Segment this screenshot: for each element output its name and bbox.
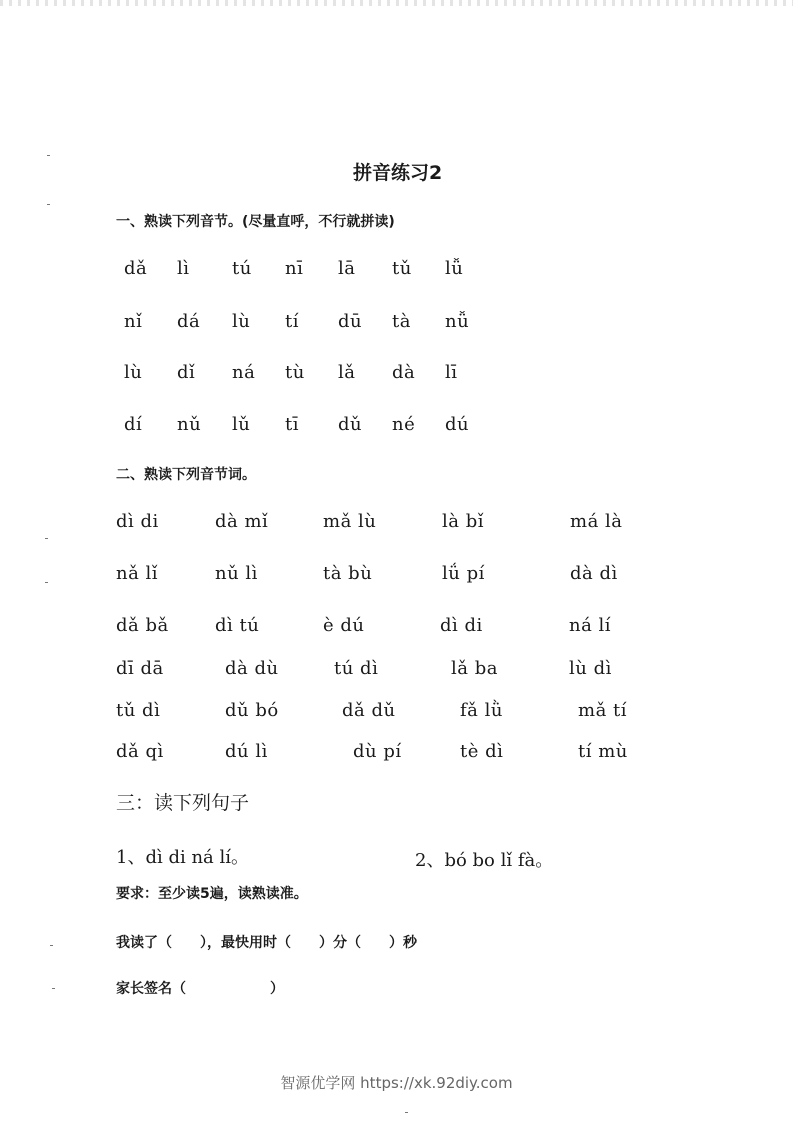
syllable-word: ná lí: [569, 615, 612, 636]
syllable-word: lǘ pí: [442, 563, 485, 584]
page-title: 拼音练习2: [353, 162, 443, 184]
syllable-word: tè dì: [460, 741, 504, 762]
syllable: né: [392, 414, 416, 435]
syllable: lī: [445, 362, 458, 383]
scan-speck: [50, 945, 53, 946]
syllable-word: nǔ lì: [215, 563, 258, 584]
syllable-word: dī dā: [116, 658, 164, 679]
syllable: dí: [124, 414, 143, 435]
scan-speck: [45, 582, 48, 583]
syllable: nǔ: [177, 414, 202, 435]
syllable: tí: [285, 311, 299, 332]
sentence-2: 2、bó bo lǐ fà。: [415, 850, 554, 871]
scan-speck: [52, 988, 55, 989]
scan-speck: [47, 204, 50, 205]
syllable-word: dà dì: [570, 563, 618, 584]
syllable: lù: [232, 311, 251, 332]
syllable-word: dì di: [116, 511, 159, 532]
syllable-word: è dú: [323, 615, 365, 636]
syllable-word: tǔ dì: [116, 700, 161, 721]
syllable: dá: [177, 311, 201, 332]
syllable: nī: [285, 258, 304, 279]
syllable: lù: [124, 362, 143, 383]
section2-heading: 二、熟读下列音节词。: [116, 467, 256, 483]
parent-signature-line: 家长签名（ ）: [116, 981, 284, 997]
footer-watermark: 智源优学网 https://xk.92diy.com: [280, 1074, 513, 1092]
syllable: tà: [392, 311, 411, 332]
scan-speck: [47, 155, 50, 156]
syllable-word: dù pí: [353, 741, 402, 762]
syllable: lā: [338, 258, 356, 279]
section1-heading: 一、熟读下列音节。(尽量直呼，不行就拼读): [116, 214, 395, 230]
syllable-word: dǎ qì: [116, 741, 164, 762]
syllable-word: mǎ lù: [323, 511, 377, 532]
syllable-word: dú lì: [225, 741, 268, 762]
syllable-word: dǎ dǔ: [342, 700, 396, 721]
scan-speck: [405, 1112, 408, 1113]
syllable: lǔ: [232, 414, 251, 435]
syllable-word: má là: [570, 511, 623, 532]
syllable: tú: [232, 258, 252, 279]
syllable: tù: [285, 362, 305, 383]
syllable-word: là bǐ: [442, 511, 484, 532]
syllable-word: dì tú: [215, 615, 260, 636]
syllable-word: dà dù: [225, 658, 279, 679]
syllable-word: tú dì: [334, 658, 379, 679]
requirement-text: 要求：至少读5遍，读熟读准。: [116, 886, 308, 902]
section3-heading: 三：读下列句子: [116, 792, 250, 814]
syllable: lǎ: [338, 362, 356, 383]
syllable: tǔ: [392, 258, 412, 279]
syllable: dú: [445, 414, 470, 435]
syllable-word: mǎ tí: [578, 700, 628, 721]
syllable: lǚ: [445, 258, 464, 279]
syllable-word: dǎ bǎ: [116, 615, 169, 636]
reading-record-line: 我读了（ ），最快用时（ ）分（ ）秒: [116, 935, 417, 951]
syllable: tī: [285, 414, 299, 435]
syllable-word: fǎ lǜ: [460, 700, 503, 721]
syllable-word: dì di: [440, 615, 483, 636]
syllable: nǚ: [445, 311, 470, 332]
syllable-word: tí mù: [578, 741, 628, 762]
syllable: dū: [338, 311, 363, 332]
syllable-word: nǎ lǐ: [116, 563, 159, 584]
syllable: dǐ: [177, 362, 196, 383]
scan-speck: [45, 538, 48, 539]
syllable-word: dǔ bó: [225, 700, 279, 721]
syllable: dǔ: [338, 414, 363, 435]
syllable-word: tà bù: [323, 563, 373, 584]
sentence-1: 1、dì di ná lí。: [116, 847, 250, 868]
syllable: ná: [232, 362, 256, 383]
syllable-word: lǎ ba: [451, 658, 498, 679]
syllable: dǎ: [124, 258, 148, 279]
syllable: nǐ: [124, 311, 143, 332]
syllable-word: dà mǐ: [215, 511, 269, 532]
syllable-word: lù dì: [569, 658, 612, 679]
scan-edge-line: [0, 0, 793, 6]
syllable: dà: [392, 362, 416, 383]
syllable: lì: [177, 258, 190, 279]
